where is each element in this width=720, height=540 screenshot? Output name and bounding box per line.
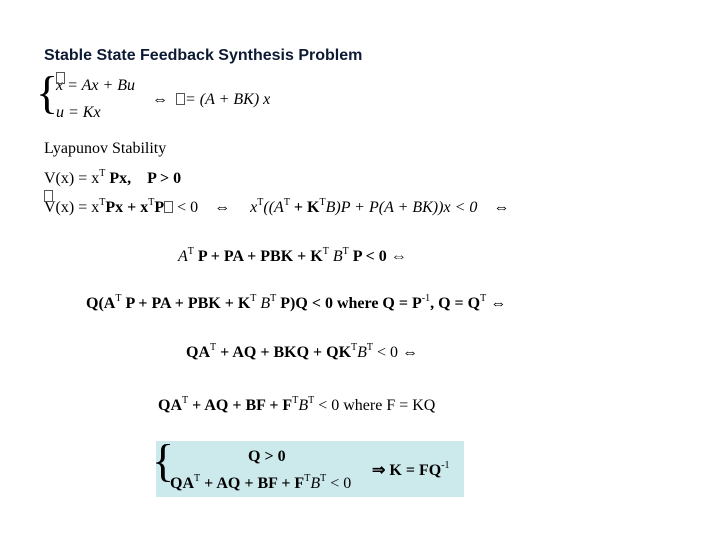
state-equation: x = Ax + Bu [56,78,135,94]
step-3: $QA^T$ + AQ + BKQ + $QK^TB^T < 0$ ⇔ [186,342,419,361]
result-brace: { [152,435,175,486]
dot-placeholder-icon [56,72,65,84]
final-lmi: $QA^T$ + AQ + BF + $F^TB^T < 0$ [170,473,352,492]
dot-placeholder-icon [44,190,53,202]
system-brace: { [36,67,59,118]
lyapunov-derivative: $V(x) = x^TPx + x^TP < 0$ ⇔ $x^T((A^T + K^TB)P + P(A + BK))x < 0$ ⇔ [44,198,509,216]
step-4: $QA^T$ + AQ + BF + $F^TB^T < 0$ where F = KQ [158,395,436,414]
slide-title: Stable State Feedback Synthesis Problem [44,47,363,64]
dot-placeholder-icon [176,93,185,105]
lyapunov-function: $V(x) = x^T$ Px, P > 0 [44,168,182,187]
step-1: $A^T$ P + PA + PBK + $K^T$ $B^T$ P < 0 ⇔ [178,246,407,265]
feedback-law: u = Kx [56,104,101,121]
dot-placeholder-icon [164,201,173,213]
closed-loop-equation: ⇔ = (A + BK) x [152,91,271,108]
lyapunov-heading: Lyapunov Stability [44,140,167,157]
step-2: $Q(A^T$ P + PA + PBK + $K^T$ $B^T$ P)Q < 0 where $Q = P^{-1}$, $Q = Q^T$ ⇔ [86,293,507,312]
q-positive: Q > 0 [248,448,286,465]
gain-result: ⇒ $K = FQ^{-1}$ [372,460,450,479]
